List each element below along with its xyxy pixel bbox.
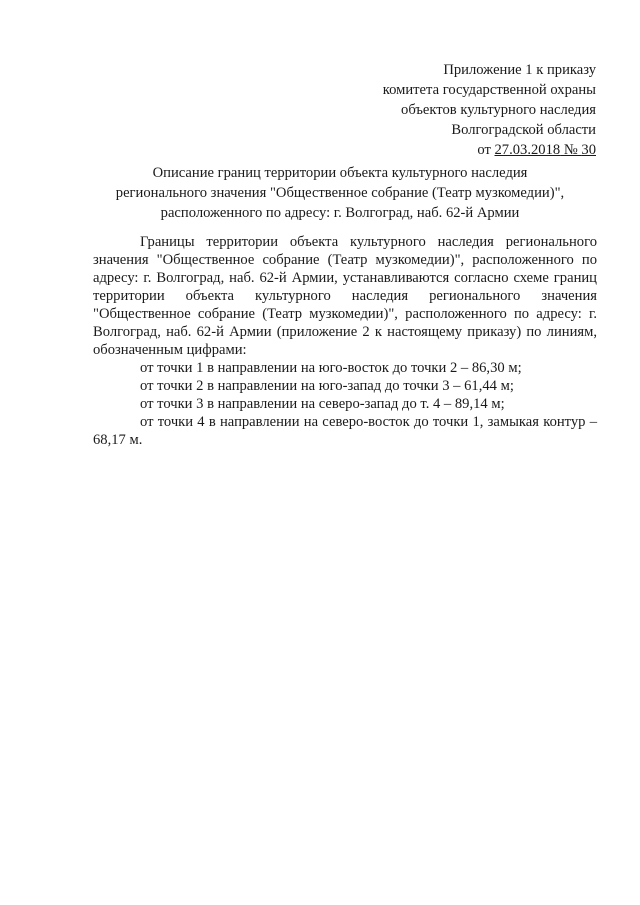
boundary-line-4: от точки 4 в направлении на северо-восток до точки 1, замыкая контур – 68,17 м.: [93, 414, 597, 448]
appendix-line-1: Приложение 1 к приказу: [443, 62, 596, 78]
title-line-1: Описание границ территории объекта культурного наследия: [152, 165, 528, 181]
appendix-date-line: [276, 140, 596, 160]
title-line-3: расположенного по адресу: г. Волгоград, наб. 62-й Армии: [160, 205, 520, 221]
boundary-line-1: от точки 1 в направлении на юго-восток до точки 2 – 86,30 м;: [140, 360, 522, 376]
date-prefix: от: [477, 142, 495, 158]
order-number: 30: [581, 142, 596, 158]
appendix-header: [276, 60, 596, 160]
title-line-2: регионального значения "Общественное собрание (Театр музкомедии)",: [115, 185, 565, 201]
intro-paragraph: Границы территории объекта культурного наследия регионального значения "Общественное собрание (Театр музкомедии)", расположенного по адресу: г. Волгоград, наб. 62-й Армии, устанавливаются согласно схеме границ территории объекта культурного наследия регионального значения "Общественное собрание (Театр музкомедии)", расположенного по адресу: г. Волгоград, наб. 62-й Армии (приложение 2 к настоящему приказу) по линиям, обозначенным цифрами:: [93, 234, 597, 358]
document-title: [60, 163, 620, 223]
document-body: [93, 233, 597, 449]
order-date: 27.03.2018: [494, 142, 561, 158]
boundary-line-3: от точки 3 в направлении на северо-запад до т. 4 – 89,14 м;: [140, 396, 505, 412]
boundary-line-2: от точки 2 в направлении на юго-запад до точки 3 – 61,44 м;: [140, 378, 514, 394]
appendix-line-2: комитета государственной охраны: [382, 82, 596, 98]
appendix-line-3: объектов культурного наследия: [401, 102, 596, 118]
number-prefix: №: [560, 142, 582, 158]
appendix-line-4: Волгоградской области: [451, 122, 596, 138]
